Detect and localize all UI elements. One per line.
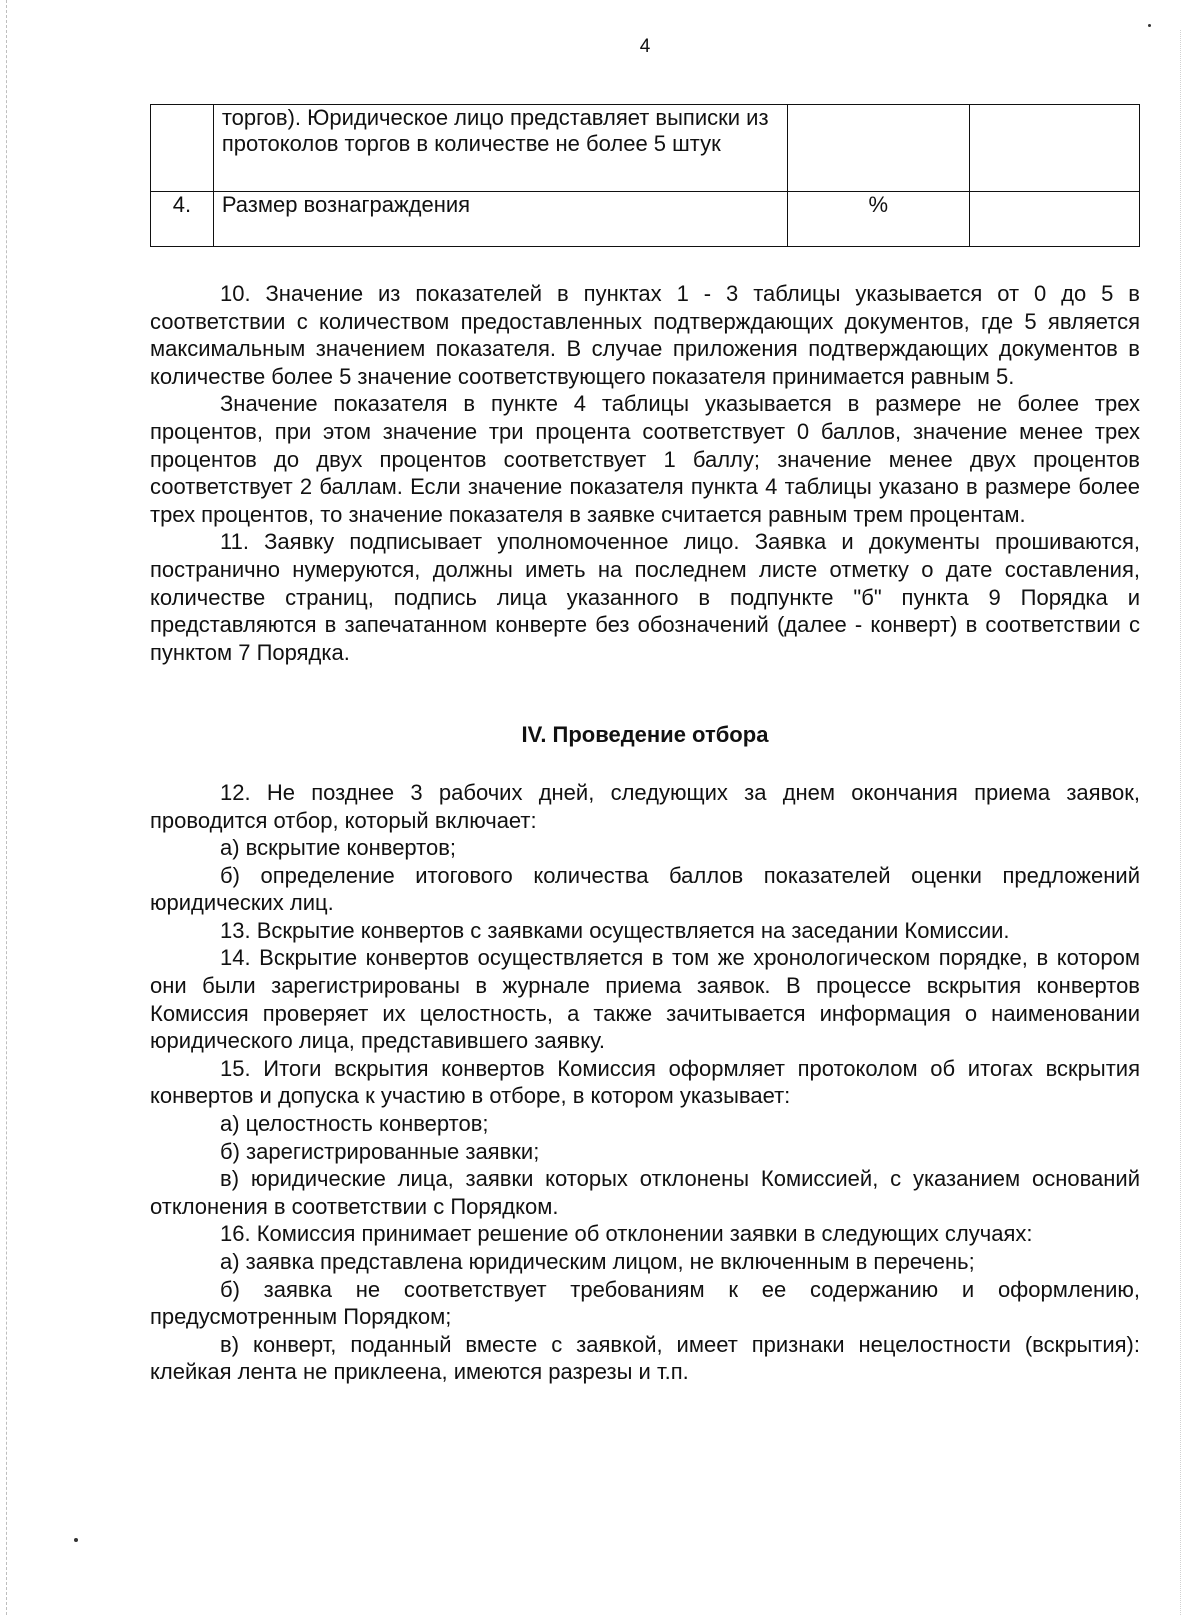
paragraph-15b: б) зарегистрированные заявки; xyxy=(220,1138,540,1164)
paragraph-12: 12. Не позднее 3 рабочих дней, следующих за днем окончания приема заявок, проводится отбор, который включает: xyxy=(150,779,1140,833)
paragraph-13: 13. Вскрытие конвертов с заявками осуществляется на заседании Комиссии. xyxy=(220,917,1010,943)
paragraph-10-continued: Значение показателя в пункте 4 таблицы указывается в размере не более трех процентов, при этом значение три процента соответствует 0 баллов, значение менее трех процентов до двух процентов соответствует 1 баллу; значение менее двух процентов соответствует 2 баллам. Если значение показателя пункта 4 таблицы указано в размере более трех процентов, то значение показателя в заявке считается равным трем процентам. xyxy=(150,391,1140,527)
paragraph-16c: в) конверт, поданный вместе с заявкой, имеет признаки нецелостности (вскрытия): клейкая лента не приклеена, имеются разрезы и т.п. xyxy=(150,1331,1140,1385)
criteria-table xyxy=(150,104,1140,247)
table-row xyxy=(151,105,1140,192)
page-number: 4 xyxy=(639,36,651,57)
table-row xyxy=(151,192,1140,247)
paragraph-11: 11. Заявку подписывает уполномоченное лицо. Заявка и документы прошиваются, постранично нумеруются, должны иметь на последнем листе отметку о дате составления, количестве страниц, подпись лица указанного в подпункте "б" пункта 9 Порядка и представляются в запечатанном конверте без обозначений (далее - конверт) в соответствии с пунктом 7 Порядка. xyxy=(150,529,1140,665)
scan-speck xyxy=(74,1538,78,1542)
row-value-cell xyxy=(969,192,1139,247)
section-heading: IV. Проведение отбора xyxy=(521,722,769,748)
row-unit-cell: % xyxy=(787,192,969,247)
paragraph-15a: а) целостность конвертов; xyxy=(220,1111,489,1137)
scan-edge-left xyxy=(6,0,8,1615)
row-number-cell: 4. xyxy=(151,192,214,247)
paragraph-12b: б) определение итогового количества баллов показателей оценки предложений юридических лиц. xyxy=(150,862,1140,916)
row-number-cell xyxy=(151,105,214,192)
row-unit-cell xyxy=(787,105,969,192)
paragraph-15: 15. Итоги вскрытия конвертов Комиссия оформляет протоколом об итогах вскрытия конвертов и допуска к участию в отборе, в котором указывает: xyxy=(150,1055,1140,1109)
row-description-cell: Размер вознаграждения xyxy=(213,192,787,247)
scan-speck xyxy=(1148,24,1151,27)
paragraph-14: 14. Вскрытие конвертов осуществляется в том же хронологическом порядке, в котором они были зарегистрированы в журнале приема заявок. В процессе вскрытия конвертов Комиссия проверяет их целостность, а также зачитывается информация о наименовании юридического лица, представившего заявку. xyxy=(150,945,1140,1054)
paragraph-10: 10. Значение из показателей в пунктах 1 - 3 таблицы указывается от 0 до 5 в соответствии с количеством предоставленных подтверждающих документов, где 5 является максимальным значением показателя. В случае приложения подтверждающих документов в количестве более 5 значение соответствующего показателя принимается равным 5. xyxy=(150,281,1140,389)
row-description-cell: торгов). Юридическое лицо представляет выписки из протоколов торгов в количестве не более 5 штук xyxy=(213,105,787,192)
row-value-cell xyxy=(969,105,1139,192)
paragraph-12a: а) вскрытие конвертов; xyxy=(220,835,457,861)
document-body xyxy=(150,280,1140,1386)
scan-edge-right xyxy=(1180,30,1182,1615)
paragraph-16b: б) заявка не соответствует требованиям к ее содержанию и оформлению, предусмотренным Порядком; xyxy=(150,1276,1140,1330)
paragraph-16a: а) заявка представлена юридическим лицом, не включенным в перечень; xyxy=(220,1249,975,1274)
paragraph-15c: в) юридические лица, заявки которых отклонены Комиссией, с указанием оснований отклонения в соответствии с Порядком. xyxy=(150,1166,1140,1219)
paragraph-16: 16. Комиссия принимает решение об отклонении заявки в следующих случаях: xyxy=(220,1221,1033,1247)
